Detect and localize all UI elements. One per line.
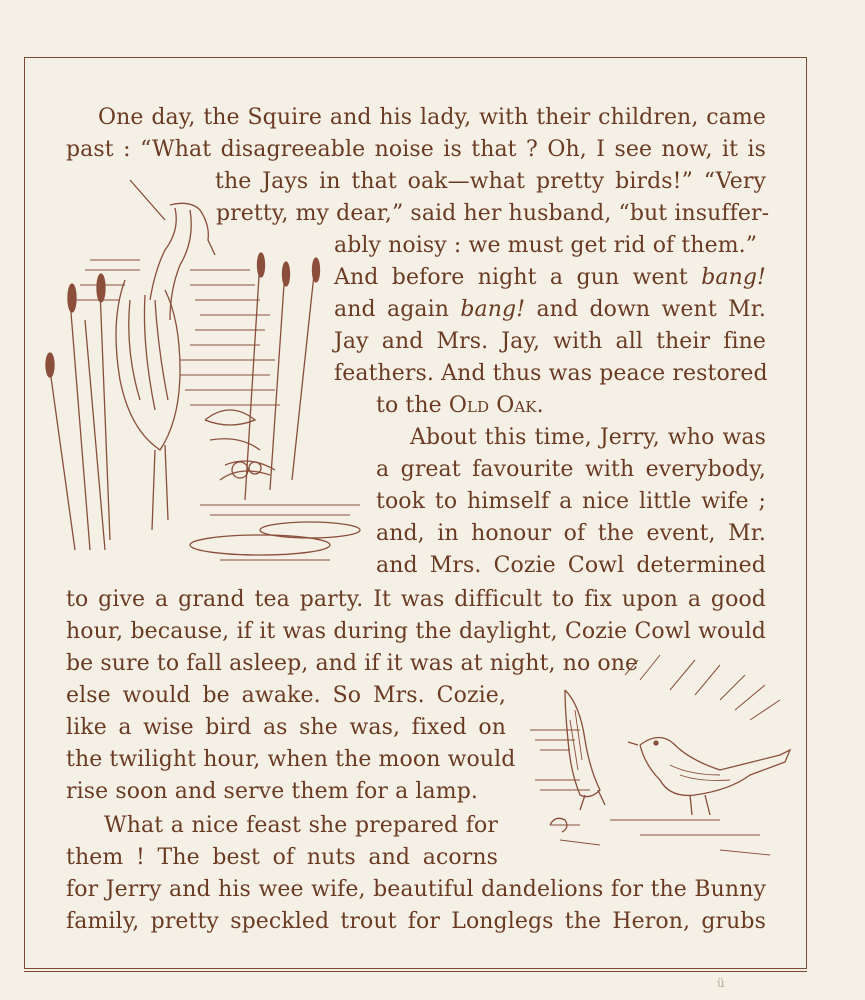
text-line-9: feathers. And thus was peace restored xyxy=(334,361,768,386)
birds-illustration xyxy=(520,650,800,870)
page-mark: ü xyxy=(717,976,725,990)
text-line-19: else would be awake. So Mrs. Cozie, xyxy=(66,683,506,708)
emphasis-old-oak: Old Oak xyxy=(448,393,537,418)
heron-illustration xyxy=(30,170,370,585)
text-line-13: took to himself a nice little wife ; xyxy=(376,489,766,514)
text-line-11: About this time, Jerry, who was xyxy=(410,425,766,450)
text-line-17: hour, because, if it was during the daylight, Cozie Cowl would xyxy=(66,619,766,644)
text-line-12: a great favourite with everybody, xyxy=(376,457,766,482)
text-line-3: the Jays in that oak—what pretty birds!” “Very xyxy=(215,169,766,194)
text-line-26: family, pretty speckled trout for Longlegs the Heron, grubs xyxy=(66,909,766,934)
text-period: . xyxy=(536,393,544,418)
text-line-22: rise soon and serve them for a lamp. xyxy=(66,779,479,804)
text-line-21: the twilight hour, when the moon would xyxy=(66,747,516,772)
text-line-24: them ! The best of nuts and acorns xyxy=(66,845,498,870)
emphasis-bang-2: bang! xyxy=(460,297,526,322)
text-line-2: past : “What disagreeable noise is that ? Oh, I see now, it is xyxy=(66,137,766,162)
text-line-10 xyxy=(376,392,766,420)
text-segment: and down went Mr. xyxy=(536,297,767,322)
text-line-8: Jay and Mrs. Jay, with all their fine xyxy=(334,329,766,354)
text-line-16: to give a grand tea party. It was difficult to fix upon a good xyxy=(66,587,766,612)
text-line-14: and, in honour of the event, Mr. xyxy=(376,521,766,546)
text-line-5: ably noisy : we must get rid of them.” xyxy=(334,233,758,258)
text-line-7 xyxy=(334,296,766,324)
text-line-18: be sure to fall asleep, and if it was at night, no one xyxy=(66,651,639,676)
text-segment: to the xyxy=(376,393,442,418)
text-line-20: like a wise bird as she was, fixed on xyxy=(66,715,506,740)
text-line-15: and Mrs. Cozie Cowl determined xyxy=(376,553,766,578)
text-segment: And before night a gun went xyxy=(334,265,688,290)
text-line-25: for Jerry and his wee wife, beautiful dandelions for the Bunny xyxy=(66,877,766,902)
text-line-4: pretty, my dear,” said her husband, “but insuffer- xyxy=(216,201,770,226)
emphasis-bang-1: bang! xyxy=(701,265,766,290)
text-line-6 xyxy=(334,264,766,292)
bottom-rule xyxy=(24,971,807,972)
text-segment: and again xyxy=(334,297,450,322)
text-line-23: What a nice feast she prepared for xyxy=(104,813,498,838)
text-line-1: One day, the Squire and his lady, with their children, came xyxy=(98,105,766,130)
